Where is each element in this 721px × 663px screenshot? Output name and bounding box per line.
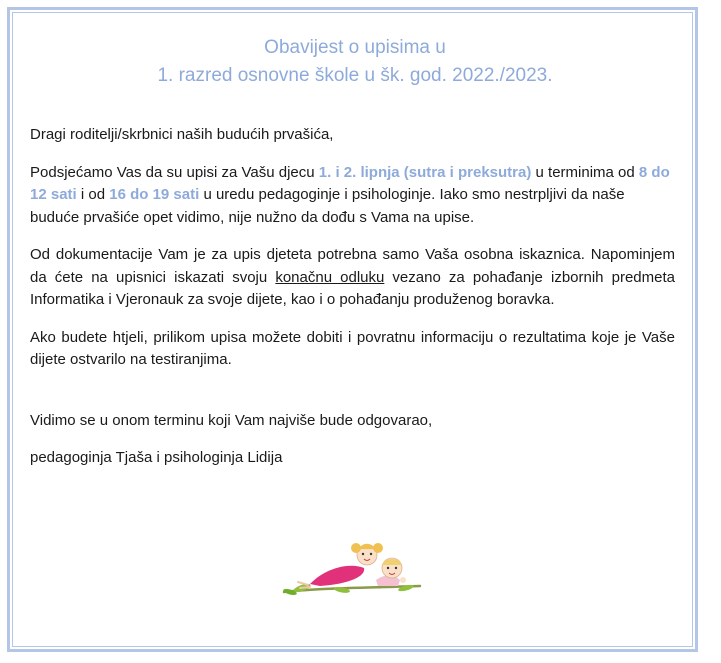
title-line-2: 1. razred osnovne škole u šk. god. 2022./2023. [157, 65, 553, 86]
para1-text-2: u terminima od [531, 163, 639, 181]
greeting: Dragi roditelji/skrbnici naših budućih prvašića, [30, 126, 334, 143]
closing-line: Vidimo se u onom terminu koji Vam najviše bude odgovarao, [30, 411, 433, 429]
notice-title [0, 34, 710, 90]
notice-body [30, 124, 675, 470]
time-slot-morning: 8 do 12 sati [30, 163, 670, 203]
para1-text-3: i od [76, 186, 110, 203]
final-decision-underlined: konačnu odluku [275, 268, 385, 286]
time-slot-afternoon: 16 do 19 sati [109, 186, 200, 203]
children-lying-on-branch-illustration [280, 538, 424, 600]
enrollment-dates: 1. i 2. lipnja (sutra i preksutra) [318, 163, 532, 181]
paragraph-documentation [30, 244, 675, 312]
title-line-1: Obavijest o upisima u [264, 37, 446, 58]
paragraph-test-results: Ako budete htjeli, prilikom upisa možete dobiti i povratnu informaciju o rezultatima koje je Vaše dijete ostvarilo na testiranjima. [30, 328, 675, 368]
para2-text-2: vezano za pohađanje izbornih predmeta Informatika i Vjeronauk za svoje dijete, kao i o pohađanju produženog boravka. [30, 268, 675, 308]
signature: pedagoginja Tjaša i psihologinja Lidija [30, 449, 283, 466]
para1-text-4: u uredu pedagoginje i psihologinje. Iako smo nestrpljivi da naše buduće prvašiće opet vidimo, nije nužno da dođu s Vama na upise. [30, 186, 625, 226]
para1-text-1: Podsjećamo Vas da su upisi za Vašu djecu [30, 163, 319, 181]
paragraph-enrollment-dates [30, 162, 675, 230]
para2-text-1: Od dokumentacije Vam je za upis djeteta potrebna samo Vaša osobna iskaznica. Napominjem da ćete na upisnici iskazati svoju [30, 246, 675, 286]
